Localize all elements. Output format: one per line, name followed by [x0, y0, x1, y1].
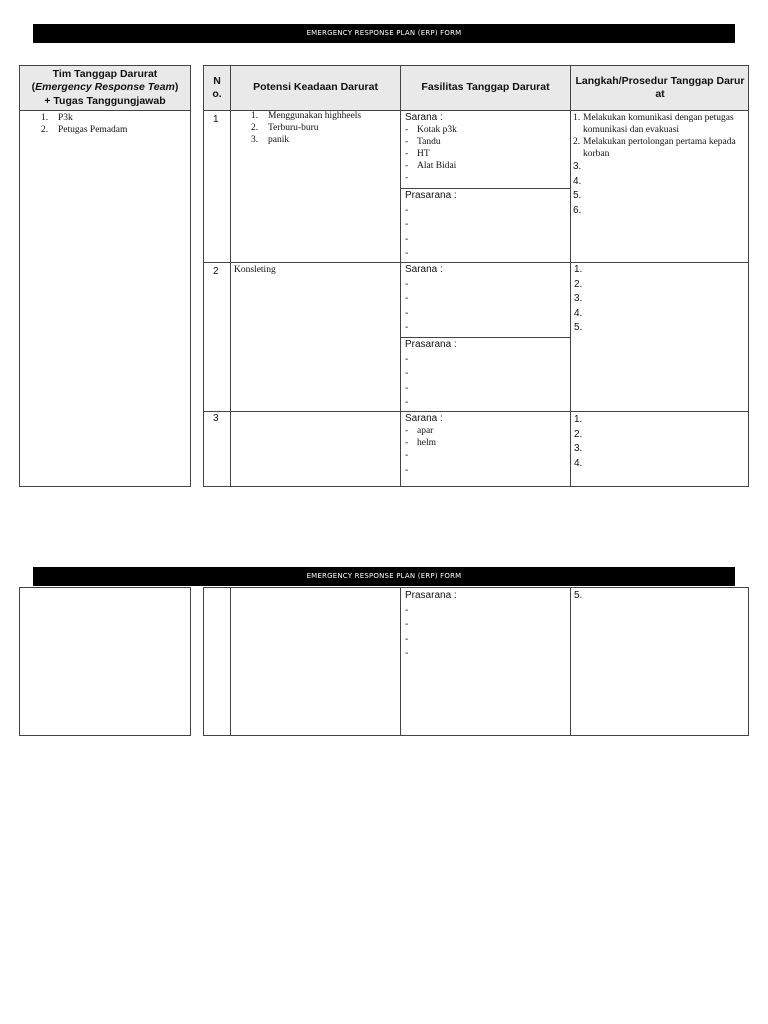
list-item: - [405, 219, 409, 231]
list-item: 3. [573, 161, 582, 172]
list-item: 1. Menggunakan highheels [251, 111, 362, 121]
langkah-list [574, 413, 582, 471]
sarana-block [405, 111, 457, 184]
form-title-banner-page2: EMERGENCY RESPONSE PLAN (ERP) FORM [33, 567, 735, 586]
list-item: - [405, 278, 409, 290]
list-item: 1. P3k [41, 113, 73, 123]
list-item: - Kotak p3k [405, 125, 457, 135]
list-item: 6. [573, 204, 582, 216]
list-item: - [405, 604, 409, 616]
langkah-list [573, 112, 747, 218]
list-item: 3. [574, 443, 583, 455]
list-item: - [405, 633, 409, 645]
header-potensi: Potensi Keadaan Darurat [253, 81, 378, 94]
team-header: Tim Tanggap Darurat (Emergency Response Team) + Tugas Tanggungjawab [31, 68, 179, 107]
list-item: - [405, 368, 409, 380]
langkah-list [574, 589, 582, 604]
prasarana-block [405, 338, 457, 411]
list-item: 2. Terburu-buru [251, 123, 319, 133]
list-item: 2. [574, 428, 583, 440]
prasarana-block [405, 189, 457, 262]
row-number: 3 [213, 413, 219, 424]
list-item: 2. [574, 278, 583, 290]
team-table-continued [19, 587, 191, 736]
list-item: - [405, 248, 409, 260]
list-item: - [405, 464, 409, 476]
list-item: 1. [574, 414, 583, 425]
list-item: - Tandu [405, 137, 441, 147]
list-item: - apar [405, 426, 434, 436]
erp-main-table [203, 65, 749, 487]
sarana-block [405, 412, 443, 478]
header-fasilitas: Fasilitas Tanggap Darurat [421, 81, 550, 94]
prasarana-block [405, 589, 457, 662]
list-item: 5. [574, 590, 583, 601]
list-item: - helm [405, 438, 436, 448]
list-item: 4. [573, 175, 582, 187]
list-item: - [405, 619, 409, 631]
row-number: 2 [213, 266, 219, 277]
erp-main-table-continued [203, 587, 749, 736]
team-table [19, 65, 191, 487]
list-item: 3. [574, 293, 583, 305]
prasarana-label: Prasarana : [405, 339, 457, 350]
sarana-label: Sarana : [405, 112, 443, 123]
list-item: 5. [574, 322, 583, 334]
list-item: - [405, 450, 409, 461]
list-item: - [405, 233, 409, 245]
list-item: 1. [574, 264, 583, 275]
list-item: 5. [573, 190, 582, 202]
list-item: 2. Petugas Pemadam [41, 125, 128, 135]
prasarana-label: Prasarana : [405, 590, 457, 601]
list-item: 4. [574, 307, 583, 319]
list-item: - HT [405, 149, 430, 159]
list-item: - [405, 204, 409, 216]
prasarana-label: Prasarana : [405, 190, 457, 201]
langkah-list [574, 263, 582, 336]
list-item: - [405, 648, 409, 660]
list-item: - [405, 353, 409, 365]
list-item: 2. Melakukan pertolongan pertama kepada korban [573, 137, 736, 159]
sarana-label: Sarana : [405, 264, 443, 275]
list-item: - Alat Bidai [405, 161, 457, 171]
list-item: - [405, 382, 409, 394]
header-langkah: Langkah/Prosedur Tanggap Darur at [575, 74, 745, 100]
list-item: 1. Melakukan komunikasi dengan petugas komunikasi dan evakuasi [573, 113, 734, 135]
list-item: - [405, 293, 409, 305]
list-item: - [405, 307, 409, 319]
list-item: - [405, 397, 409, 409]
list-item: 4. [574, 457, 583, 469]
sarana-label: Sarana : [405, 413, 443, 424]
sarana-block [405, 263, 443, 336]
list-item: - [405, 322, 409, 334]
list-item: 3. panik [251, 135, 290, 145]
potensi-list [251, 110, 361, 146]
list-item: - [405, 173, 409, 183]
team-list [41, 112, 127, 136]
potensi-text: Konsleting [234, 265, 276, 275]
form-title-banner: EMERGENCY RESPONSE PLAN (ERP) FORM [33, 24, 735, 43]
row-number: 1 [213, 114, 219, 125]
header-no: N o. [212, 74, 222, 100]
